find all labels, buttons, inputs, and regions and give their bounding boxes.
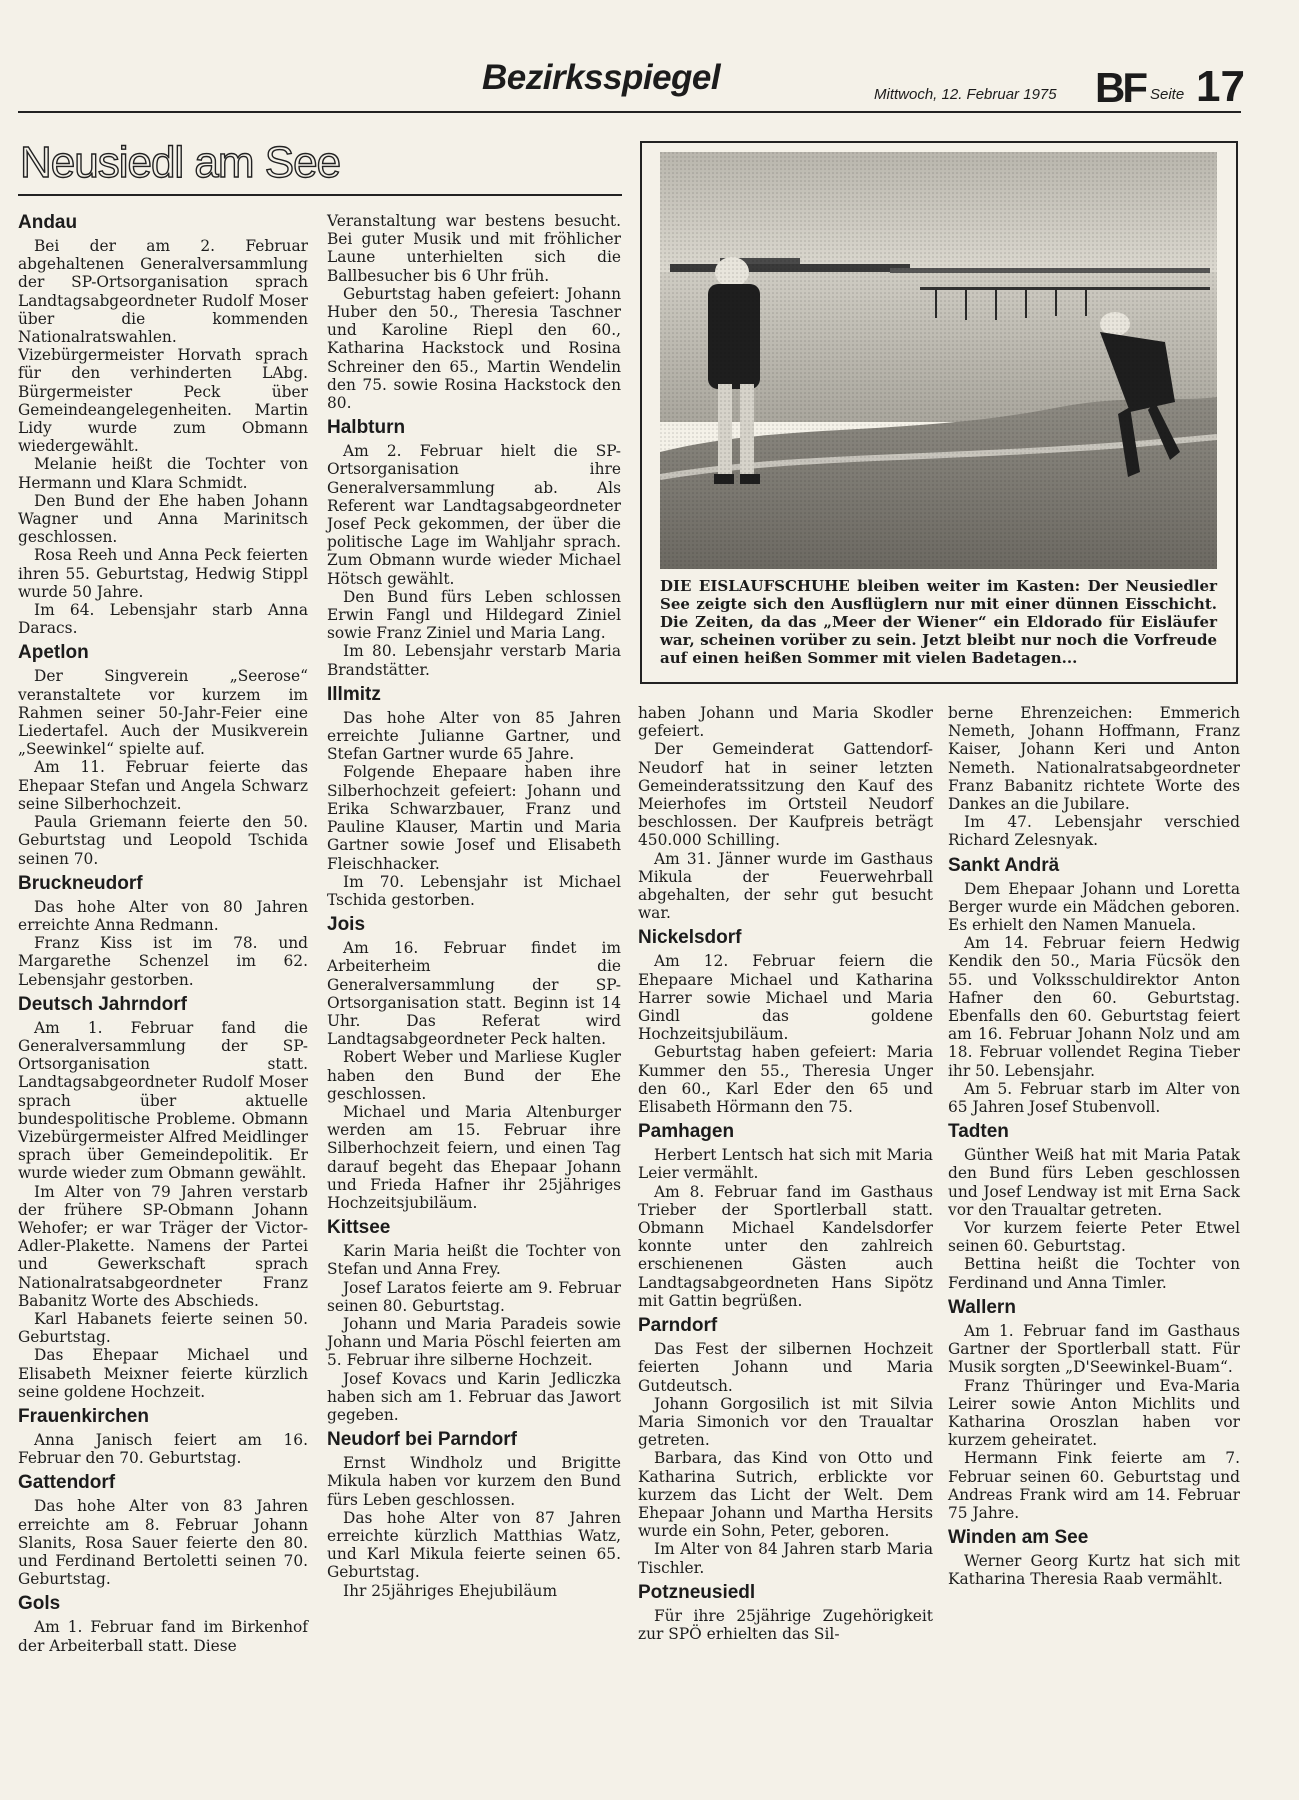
- news-paragraph: Vor kurzem feierte Peter Etwel seinen 60. Geburtstag.: [948, 1219, 1240, 1256]
- news-paragraph: Der Gemeinderat Gattendorf-Neudorf hat in seiner letzten Gemeinderatssitzung den Kauf des Meierhofes im Ortsteil Neudorf beschlossen. Der Kaufpreis beträgt 450.000 Schilling.: [638, 740, 933, 850]
- news-paragraph: Das hohe Alter von 85 Jahren erreichte Julianne Gartner, und Stefan Gartner wurde 65 Jahre.: [327, 708, 621, 764]
- place-heading: Winden am See: [948, 1527, 1089, 1549]
- news-paragraph: Veranstaltung war bestens besucht. Bei guter Musik und mit fröhlicher Laune unterhielten sich die Ballbesucher bis 6 Uhr früh.: [327, 212, 621, 285]
- header-rule: [18, 111, 1241, 113]
- news-paragraph: Bettina heißt die Tochter von Ferdinand und Anna Timler.: [948, 1255, 1240, 1292]
- place-heading: Tadten: [948, 1121, 1009, 1143]
- news-paragraph: Im 80. Lebensjahr verstarb Maria Brandstätter.: [327, 642, 621, 679]
- place-heading: Kittsee: [327, 1217, 391, 1239]
- news-paragraph: Das hohe Alter von 80 Jahren erreichte Anna Redmann.: [18, 897, 308, 934]
- news-paragraph: Für ihre 25jährige Zugehörigkeit zur SPÖ erhielten das Sil-: [638, 1606, 933, 1643]
- news-paragraph: Michael und Maria Altenburger werden am 15. Februar ihre Silberhochzeit feiern, und einen Tag darauf begeht das Ehepaar Johann und Frieda Hafner ihr 25jähriges Hochzeitsjubiläum.: [327, 1102, 621, 1212]
- news-paragraph: Robert Weber und Marliese Kugler haben den Bund der Ehe geschlossen.: [327, 1048, 621, 1103]
- news-paragraph: Barbara, das Kind von Otto und Katharina Sutrich, erblickte vor kurzem das Licht der Welt. Dem Ehepaar Johann und Martha Hersits wurde ein Sohn, Peter, geboren.: [638, 1449, 933, 1541]
- news-paragraph: Dem Ehepaar Johann und Loretta Berger wurde ein Mädchen geboren. Es erhielt den Namen Manuela.: [948, 879, 1240, 935]
- news-paragraph: Karl Habanets feierte seinen 50. Geburtstag.: [18, 1309, 308, 1347]
- news-paragraph: Das Fest der silbernen Hochzeit feierten Johann und Maria Gutdeutsch.: [638, 1340, 933, 1395]
- news-paragraph: Am 14. Februar feiern Hedwig Kendik den 50., Maria Fücsök den 55. und Volksschuldirektor Anton Hafner den 60. Geburtstag. Ebenfalls den 60. Geburtstag feiert am 16. Februar Johann Nolz und am 18. Februar vollendet Regina Tieber ihr 50. Lebensjahr.: [948, 934, 1240, 1080]
- place-heading: Andau: [18, 212, 78, 233]
- news-paragraph: Im 47. Lebensjahr verschied Richard Zelesnyak.: [948, 813, 1240, 850]
- news-paragraph: Melanie heißt die Tochter von Hermann und Klara Schmidt.: [18, 455, 308, 492]
- news-paragraph: Den Bund fürs Leben schlossen Erwin Fangl und Hildegard Ziniel sowie Franz Ziniel und Maria Lang.: [327, 587, 621, 643]
- news-paragraph: Anna Janisch feiert am 16. Februar den 70. Geburtstag.: [18, 1430, 308, 1468]
- place-heading: Neudorf bei Parndorf: [327, 1429, 518, 1451]
- place-heading: Potzneusiedl: [638, 1581, 756, 1603]
- column-2: [327, 212, 621, 1600]
- place-heading: Nickelsdorf: [638, 927, 742, 949]
- news-paragraph: Im 64. Lebensjahr starb Anna Daracs.: [18, 601, 308, 638]
- news-paragraph: Am 8. Februar fand im Gasthaus Trieber der Sportlerball statt. Obmann Michael Kandelsdorfer konnte unter den zahlreich erschienenen Gästen auch Landtagsabgeordneten Hans Sipötz mit Gattin begrüßen.: [638, 1182, 933, 1310]
- news-paragraph: Günther Weiß hat mit Maria Patak den Bund fürs Leben geschlossen und Josef Lendway ist mit Erna Sack vor den Traualtar getreten.: [948, 1146, 1240, 1219]
- place-heading: Bruckneudorf: [18, 872, 143, 894]
- news-paragraph: Den Bund der Ehe haben Johann Wagner und Anna Marinitsch geschlossen.: [18, 491, 308, 547]
- news-paragraph: Johann und Maria Paradeis sowie Johann und Maria Pöschl feierten am 5. Februar ihre silberne Hochzeit.: [327, 1314, 621, 1370]
- place-heading: Illmitz: [327, 683, 381, 705]
- place-heading: Apetlon: [18, 642, 89, 664]
- news-paragraph: Geburtstag haben gefeiert: Maria Kummer den 55., Theresia Unger den 60., Karl Eder den 65 und Elisabeth Hörmann den 75.: [638, 1043, 933, 1117]
- place-heading: Wallern: [948, 1296, 1016, 1318]
- region-rule: [18, 194, 622, 196]
- news-paragraph: Paula Griemann feierte den 50. Geburtstag und Leopold Tschida seinen 70.: [18, 813, 308, 868]
- news-paragraph: Karin Maria heißt die Tochter von Stefan und Anna Frey.: [327, 1242, 621, 1279]
- news-paragraph: Im Alter von 79 Jahren verstarb der frühere SP-Obmann Johann Wehofer; er war Träger der Victor-Adler-Plakette. Namens der Partei und Gewerkschaft sprach Nationalratsabgeordneter Franz Babanitz Worte des Abschieds.: [18, 1182, 308, 1310]
- issue-date: Mittwoch, 12. Februar 1975: [874, 86, 1057, 103]
- news-paragraph: Bei der am 2. Februar abgehaltenen Generalversammlung der SP-Ortsorganisation sprach Landtagsabgeordneter Rudolf Moser über die kommenden Nationalratswahlen. Vizebürgermeister Horvath sprach für den verhinderten LAbg. Bürgermeister Peck über Gemeindeangelegenheiten. Martin Lidy wurde zum Obmann wiedergewählt.: [18, 237, 308, 456]
- news-paragraph: Folgende Ehepaare haben ihre Silberhochzeit gefeiert: Johann und Erika Schwarzbauer, Franz und Pauline Klauser, Martin und Maria Gartner sowie Josef und Elisabeth Fleischhacker.: [327, 763, 621, 873]
- place-heading: Jois: [327, 914, 366, 936]
- place-heading: Deutsch Jahrndorf: [18, 993, 187, 1015]
- section-title: Bezirksspiegel: [482, 58, 721, 97]
- news-paragraph: Johann Gorgosilich ist mit Silvia Maria Simonich vor den Traualtar getreten.: [638, 1394, 933, 1450]
- news-paragraph: Ihr 25jähriges Ehejubiläum: [343, 1581, 558, 1600]
- news-paragraph: Am 2. Februar hielt die SP-Ortsorganisation ihre Generalversammlung ab. Als Referent war Landtagsabgeordneter Josef Peck gekommen, der über die politische Lage im Wahljahr sprach. Zum Obmann wurde wieder Michael Hötsch gewählt.: [327, 442, 621, 588]
- place-heading: Sankt Andrä: [948, 854, 1060, 876]
- page-number: 17: [1196, 62, 1245, 111]
- place-heading: Gattendorf: [18, 1472, 116, 1494]
- place-heading: Parndorf: [638, 1315, 718, 1337]
- news-paragraph: Im Alter von 84 Jahren starb Maria Tischler.: [638, 1540, 933, 1577]
- column-4: [948, 704, 1240, 1589]
- news-paragraph: Am 1. Februar fand im Gasthaus Gartner der Sportlerball statt. Für Musik sorgten „D'Seewinkel-Buam“.: [948, 1321, 1240, 1377]
- news-paragraph: Am 12. Februar feiern die Ehepaare Michael und Katharina Harrer sowie Michael und Maria Gindl das goldene Hochzeitsjubiläum.: [638, 952, 933, 1044]
- place-heading: Halbturn: [327, 417, 406, 439]
- column-1: [18, 212, 308, 1655]
- page-label: Seite: [1150, 86, 1185, 103]
- news-paragraph: Werner Georg Kurtz hat sich mit Katharina Theresia Raab vermählt.: [948, 1552, 1240, 1589]
- region-title: Neusiedl am See: [20, 138, 341, 187]
- photo-caption: DIE EISLAUFSCHUHE bleiben weiter im Kasten: Der Neusiedler See zeigte sich den Ausflüglern nur mit einer dünnen Eisschicht. Die Zeiten, da das „Meer der Wiener“ ein Eldorado für Eisläufer war, scheinen vorüber zu sein. Jetzt bleibt nur noch die Vorfreude auf einen heißen Sommer mit vielen Badetagen...: [660, 577, 1217, 667]
- news-paragraph: Josef Laratos feierte am 9. Februar seinen 80. Geburtstag.: [327, 1278, 621, 1315]
- news-paragraph: Das Ehepaar Michael und Elisabeth Meixner feierte kürzlich seine goldene Hochzeit.: [18, 1346, 308, 1401]
- news-paragraph: Am 5. Februar starb im Alter von 65 Jahren Josef Stubenvoll.: [948, 1079, 1240, 1117]
- news-paragraph: Geburtstag haben gefeiert: Johann Huber den 50., Theresia Taschner und Karoline Riepl den 60., Katharina Hackstock und Rosina Schreiner den 65., Martin Wendelin den 75. sowie Rosina Hackstock den 80.: [327, 284, 621, 413]
- news-paragraph: Am 1. Februar fand im Birkenhof der Arbeiterball statt. Diese: [18, 1618, 308, 1655]
- news-paragraph: Das hohe Alter von 83 Jahren erreichte am 8. Februar Johann Slanits, Rosa Sauer feierte den 80. und Ferdinand Bertoletti seinen 70. Geburtstag.: [18, 1497, 308, 1589]
- news-paragraph: Franz Thüringer und Eva-Maria Leirer sowie Anton Michlits und Katharina Oroszlan haben vor kurzem geheiratet.: [948, 1376, 1240, 1450]
- news-paragraph: Am 1. Februar fand die Generalversammlung der SP-Ortsorganisation statt. Landtagsabgeordneter Rudolf Moser sprach über aktuelle bundespolitische Probleme. Obmann Vizebürgermeister Alfred Meidlinger sprach über Gemeindepolitik. Er wurde wieder zum Obmann gewählt.: [18, 1018, 308, 1183]
- news-paragraph: Am 16. Februar findet im Arbeiterheim die Generalversammlung der SP-Ortsorganisation statt. Beginn ist 14 Uhr. Das Referat wird Landtagsabgeordneter Peck halten.: [327, 939, 621, 1049]
- news-paragraph: Josef Kovacs und Karin Jedliczka haben sich am 1. Februar das Jawort gegeben.: [327, 1369, 621, 1424]
- news-paragraph: berne Ehrenzeichen: Emmerich Nemeth, Johann Hoffmann, Franz Kaiser, Johann Keri und Anton Nemeth. Nationalratsabgeordneter Franz Babanitz richtete Worte des Dankes an die Jubilare.: [948, 704, 1240, 814]
- newspaper-logo: BF: [1095, 64, 1145, 111]
- column-3: [638, 704, 933, 1643]
- place-heading: Pamhagen: [638, 1121, 735, 1143]
- place-heading: Frauenkirchen: [18, 1405, 149, 1427]
- place-heading: Gols: [18, 1593, 61, 1615]
- news-paragraph: Das hohe Alter von 87 Jahren erreichte kürzlich Matthias Watz, und Karl Mikula feierte seinen 65. Geburtstag.: [327, 1508, 621, 1582]
- news-paragraph: Der Singverein „Seerose“ veranstaltete vor kurzem im Rahmen seiner 50-Jahr-Feier eine Liedertafel. Auch der Musikverein „Seewinkel“ spielte auf.: [18, 667, 308, 759]
- news-paragraph: Franz Kiss ist im 78. und Margarethe Schenzel im 62. Lebensjahr gestorben.: [18, 934, 308, 989]
- news-paragraph: Im 70. Lebensjahr ist Michael Tschida gestorben.: [327, 872, 621, 909]
- news-paragraph: haben Johann und Maria Skodler gefeiert.: [638, 704, 933, 741]
- news-paragraph: Ernst Windholz und Brigitte Mikula haben vor kurzem den Bund fürs Leben geschlossen.: [327, 1454, 621, 1509]
- news-paragraph: Hermann Fink feierte am 7. Februar seinen 60. Geburtstag und Andreas Frank wird am 14. Februar 75 Jahre.: [948, 1449, 1240, 1522]
- news-paragraph: Rosa Reeh und Anna Peck feierten ihren 55. Geburtstag, Hedwig Stippl wurde 50 Jahre.: [18, 546, 308, 601]
- news-paragraph: Am 31. Jänner wurde im Gasthaus Mikula der Feuerwehrball abgehalten, der sehr gut besucht war.: [638, 849, 933, 923]
- news-paragraph: Herbert Lentsch hat sich mit Maria Leier vermählt.: [638, 1146, 933, 1183]
- news-paragraph: Am 11. Februar feierte das Ehepaar Stefan und Angela Schwarz seine Silberhochzeit.: [18, 758, 308, 813]
- lake-photo: [660, 152, 1217, 569]
